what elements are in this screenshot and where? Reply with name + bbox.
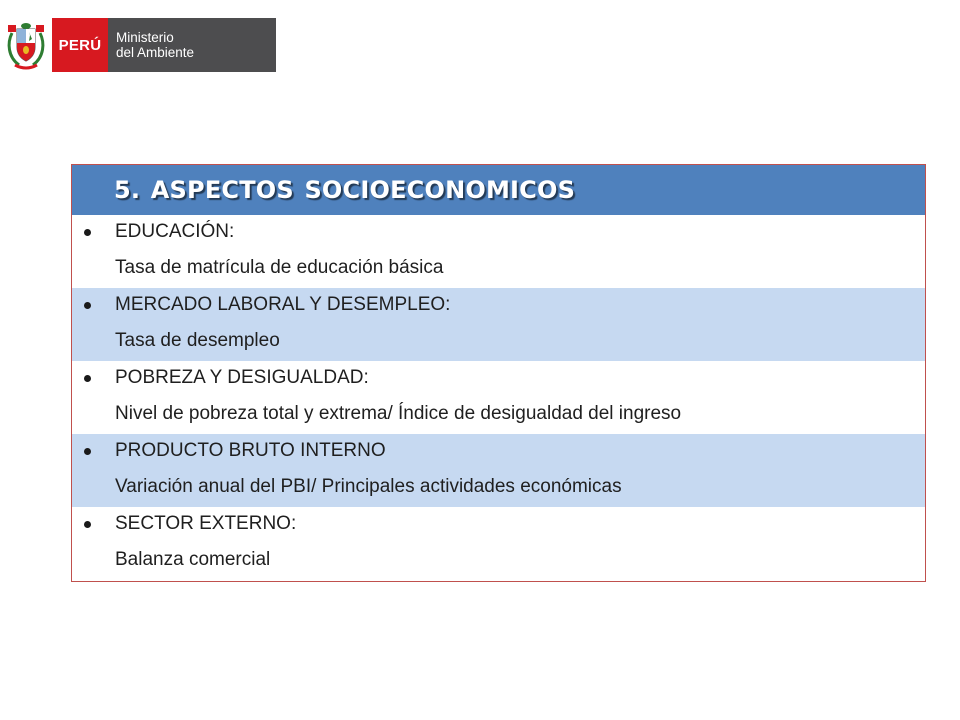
bullet-icon [84, 521, 91, 528]
item-title: MERCADO LABORAL Y DESEMPLEO: [115, 294, 451, 315]
table-row-labor-market [72, 288, 925, 361]
item-title: PRODUCTO BRUTO INTERNO [115, 440, 386, 461]
table-header [72, 164, 925, 215]
item-description: Variación anual del PBI/ Principales actividades económicas [115, 476, 622, 497]
ministry-logo [4, 18, 276, 72]
logo-country: PERÚ [52, 18, 108, 72]
table-row-gdp [72, 434, 925, 507]
bullet-icon [84, 229, 91, 236]
item-description: Balanza comercial [115, 549, 271, 570]
table-title: 5. ASPECTOS SOCIOECONOMICOS [114, 176, 576, 204]
table-row-education [72, 215, 925, 288]
item-description: Tasa de desempleo [115, 330, 280, 351]
bullet-icon [84, 448, 91, 455]
logo-ministry-name [108, 18, 276, 72]
coat-of-arms-icon [4, 18, 48, 72]
item-title: SECTOR EXTERNO: [115, 513, 297, 534]
item-title: EDUCACIÓN: [115, 221, 235, 242]
table-row-external-sector [72, 507, 925, 581]
item-title: POBREZA Y DESIGUALDAD: [115, 367, 369, 388]
item-description: Tasa de matrícula de educación básica [115, 257, 444, 278]
table-row-poverty [72, 361, 925, 434]
item-description: Nivel de pobreza total y extrema/ Índice de desigualdad del ingreso [115, 403, 682, 424]
logo-line-1: Ministerio [116, 30, 174, 45]
bullet-icon [84, 302, 91, 309]
bullet-icon [84, 375, 91, 382]
socioeconomic-table [71, 164, 926, 582]
logo-line-2: del Ambiente [116, 45, 195, 60]
